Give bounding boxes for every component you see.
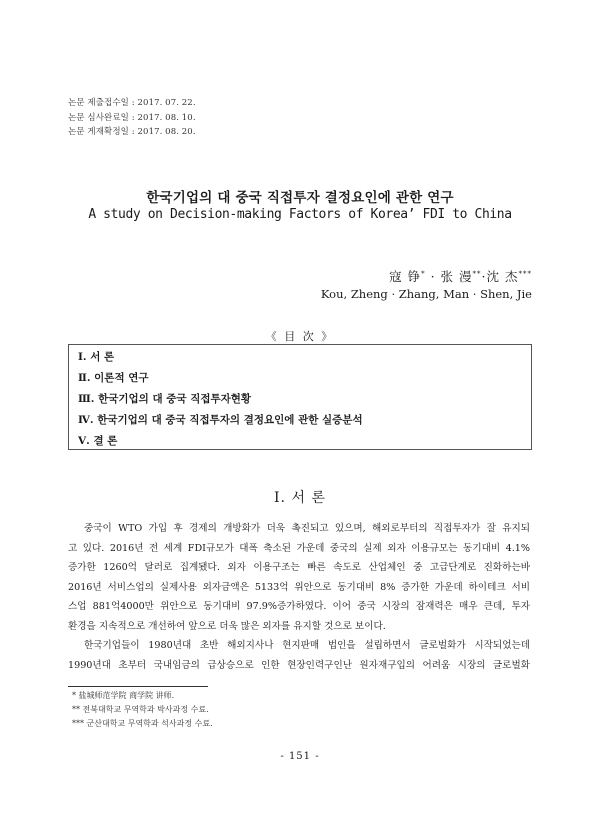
footnotes	[72, 689, 213, 731]
footnote-divider	[68, 686, 208, 687]
author-2-mark: **	[472, 269, 482, 278]
section-heading: Ⅰ. 서 론	[274, 490, 326, 506]
author-separator-1: ·	[425, 269, 441, 284]
toc-item: Ⅳ. 한국기업의 대 중국 직접투자의 결정요인에 관한 실증분석	[78, 414, 363, 426]
author-separator-2: ·	[481, 269, 487, 284]
paper-title-english: A study on Decision-making Factors of Korea’ FDI to China	[88, 207, 512, 222]
toc-item: Ⅲ. 한국기업의 대 중국 직접투자현황	[78, 393, 252, 405]
body-line: 고 있다. 2016년 전 세계 FDI규모가 대폭 축소된 가운데 중국의 실제 외자 이용규모는 동기대비 4.1%	[68, 542, 530, 554]
body-line: 중국이 WTO 가입 후 경제의 개방화가 더욱 촉진되고 있으며, 해외로부터의 직접투자가 잘 유지되	[84, 523, 530, 534]
body-line: 2016년 서비스업의 실제사용 외자금액은 5133억 위안으로 동기대비 8% 증가한 가운데 하이테크 서비	[68, 581, 530, 593]
author-3-mark: ***	[518, 269, 532, 278]
footnote-2: ** 전북대학교 무역학과 박사과정 수료.	[72, 705, 209, 714]
author-names-english: Kou, Zheng · Zhang, Man · Shen, Jie	[320, 287, 532, 301]
toc-item: Ⅱ. 이론적 연구	[78, 372, 149, 384]
author-names-chinese	[389, 267, 532, 285]
author-3-name: 沈 杰	[486, 269, 519, 284]
submission-metadata	[68, 96, 196, 140]
page-number: - 151 -	[280, 751, 320, 762]
toc-heading: 《 目 次 》	[265, 330, 335, 343]
body-line: 환경을 지속적으로 개선하여 앞으로 더욱 많은 외자를 유지할 것으로 보이다.	[68, 620, 386, 632]
author-1-mark: *	[421, 269, 426, 278]
toc-list	[78, 347, 363, 452]
reviewed-date: 논문 심사완료일 : 2017. 08. 10.	[68, 112, 196, 123]
confirmed-date: 논문 게재확정일 : 2017. 08. 20.	[68, 127, 196, 137]
author-1-name: 寇 铮	[389, 269, 422, 284]
body-line: 스업 881억4000만 위안으로 동기대비 97.9%증가하였다. 이어 중국 시장의 잠재력은 매우 큰데, 투자	[68, 601, 530, 612]
toc-item: Ⅴ. 결 론	[78, 435, 118, 447]
footnote-1: * 盐城师范学院 商学院 讲师.	[72, 691, 175, 700]
received-date: 논문 제출접수일 : 2017. 07. 22.	[68, 98, 196, 108]
body-text	[68, 519, 530, 675]
paper-title-korean: 한국기업의 대 중국 직접투자 결정요인에 관한 연구	[146, 190, 454, 206]
body-line: 증가한 1260억 달러로 집계됐다. 외자 이용구조는 빠른 속도로 산업체인 중 고급단계로 진화하는바	[68, 562, 530, 573]
footnote-3: *** 군산대학교 무역학과 석사과정 수료.	[72, 719, 213, 728]
toc-item: Ⅰ. 서 론	[78, 351, 115, 363]
body-line: 1990년대 초부터 국내임금의 급상승으로 인한 현장인력구인난 원자재구입의 어려움 시장의 글로벌화	[68, 659, 530, 671]
author-2-name: 张 漫	[440, 269, 473, 284]
body-line: 한국기업들이 1980년대 초반 해외지사나 현지판매 법인을 설립하면서 글로벌화가 시작되었는데	[84, 640, 530, 651]
